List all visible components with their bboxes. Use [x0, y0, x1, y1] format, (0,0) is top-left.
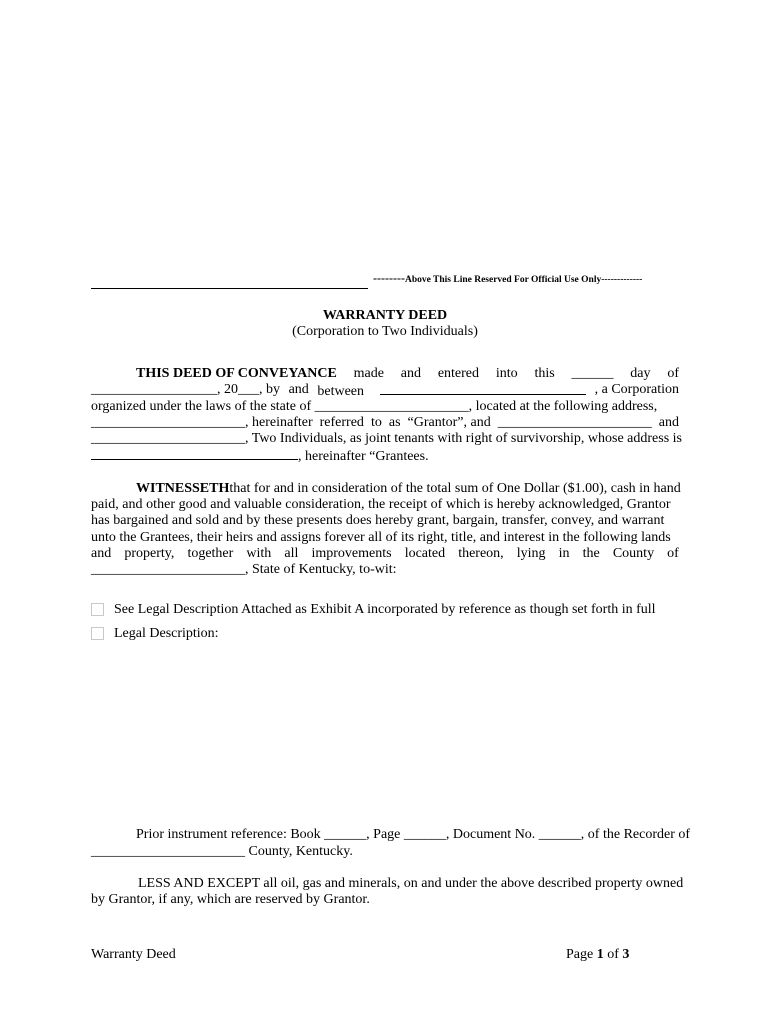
word: thereon, — [458, 546, 504, 561]
word: lying — [516, 546, 546, 561]
conveyance-line-5: ______________________, Two Individuals, as joint tenants with right of survivorship, whose address is — [91, 431, 683, 446]
grantees-label: , hereinafter “Grantees. — [298, 449, 429, 464]
word: and — [288, 382, 309, 397]
word: and — [400, 366, 422, 381]
conveyance-line-4 — [91, 415, 679, 431]
word: located — [404, 546, 446, 561]
word: entered — [437, 366, 480, 381]
conveyance-line-1 — [136, 366, 679, 382]
corporation-name-field[interactable] — [380, 382, 586, 395]
day-blank[interactable]: ______ — [571, 366, 614, 381]
word: into — [495, 366, 518, 381]
word: between — [317, 384, 365, 399]
corporation-name-group — [317, 382, 586, 400]
word: to — [370, 415, 382, 430]
witnesseth-line-6: ______________________, State of Kentucky, to-wit: — [91, 562, 397, 577]
less-except-line-2: by Grantor, if any, which are reserved by Grantor. — [91, 892, 370, 907]
witnesseth-line-1 — [136, 481, 679, 497]
witnesseth-text: that for and in consideration of the total sum of One Dollar ($1.00), cash in hand — [229, 481, 681, 496]
date-blank[interactable]: __________________, 20___, by — [91, 382, 280, 397]
conveyance-line-2 — [91, 382, 679, 400]
conveyance-line-6 — [91, 447, 679, 465]
page-indicator — [566, 947, 629, 963]
prior-instrument-line-2: ______________________ County, Kentucky. — [91, 844, 353, 859]
conveyance-line-3: organized under the laws of the state of ______________________, located at the following address, — [91, 399, 658, 414]
word: in — [558, 546, 570, 561]
of-word: of — [607, 947, 619, 962]
word: made — [353, 366, 384, 381]
page-number: 1 — [596, 947, 604, 962]
grantees-address-field[interactable] — [91, 447, 298, 460]
exhibit-a-checkbox[interactable] — [91, 603, 104, 616]
page-word: Page — [566, 947, 594, 962]
word: improvements — [311, 546, 392, 561]
word: together — [187, 546, 234, 561]
grantee-1-blank[interactable]: ______________________ — [497, 415, 652, 430]
word: as — [388, 415, 401, 430]
witnesseth-line-4: unto the Grantees, their heirs and assigns forever all of its right, title, and interest in the following lands — [91, 530, 671, 545]
reserved-suffix: ------------- — [601, 275, 643, 285]
witnesseth-line-5 — [91, 546, 679, 562]
word: of — [667, 366, 679, 381]
word: property, — [124, 546, 175, 561]
witnesseth-heading: WITNESSETH — [136, 481, 230, 496]
page-total: 3 — [622, 947, 630, 962]
legal-description-label: Legal Description: — [114, 626, 219, 641]
legal-description-checkbox[interactable] — [91, 627, 104, 640]
reserved-text: Above This Line Reserved For Official Use Only — [404, 275, 602, 285]
word: of — [667, 546, 679, 561]
official-use-line — [91, 288, 368, 289]
document-subtitle: (Corporation to Two Individuals) — [292, 324, 478, 339]
grantor-label: “Grantor”, and — [407, 415, 491, 430]
word: this — [534, 366, 555, 381]
word: and — [91, 546, 112, 561]
word: and — [658, 415, 679, 430]
official-use-notice — [373, 271, 642, 286]
corporation-text: , a Corporation — [594, 382, 679, 397]
word: the — [582, 546, 600, 561]
document-title: WARRANTY DEED — [322, 308, 448, 323]
prior-instrument-line-1: Prior instrument reference: Book ______, Page ______, Document No. ______, of the Recorder of — [136, 827, 691, 842]
word: with — [246, 546, 272, 561]
word: day — [630, 366, 651, 381]
witnesseth-line-2: paid, and other good and valuable consideration, the receipt of which is hereby acknowledged, Grantor — [91, 497, 671, 512]
grantor-address-blank[interactable]: ______________________, hereinafter — [91, 415, 313, 430]
witnesseth-line-3: has bargained and sold and by these presents does hereby grant, bargain, transfer, convey, and warrant — [91, 513, 665, 528]
word: referred — [319, 415, 364, 430]
word: County — [612, 546, 655, 561]
footer-document-name: Warranty Deed — [91, 947, 176, 962]
less-except-line-1: LESS AND EXCEPT all oil, gas and minerals, on and under the above described property owned — [138, 876, 684, 891]
exhibit-a-label: See Legal Description Attached as Exhibit A incorporated by reference as though set forth in full — [114, 602, 656, 617]
reserved-prefix: -------- — [373, 271, 405, 285]
conveyance-heading: THIS DEED OF CONVEYANCE — [136, 366, 337, 381]
word: all — [284, 546, 299, 561]
